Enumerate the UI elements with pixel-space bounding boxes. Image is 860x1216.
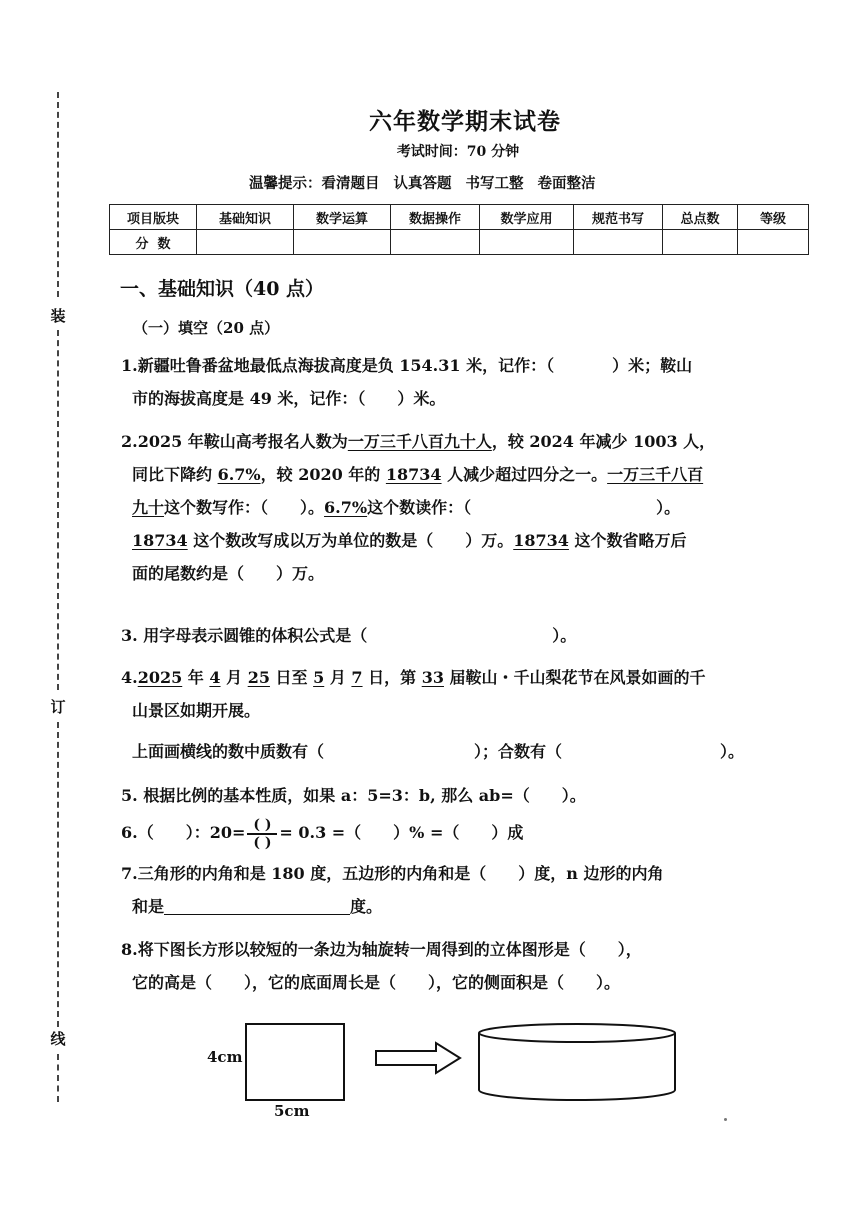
question-line: 7.三角形的内角和是 180 度，五边形的内角和是（ ）度，n 边形的内角 bbox=[121, 864, 664, 883]
question-line: 山景区如期开展。 bbox=[132, 701, 261, 720]
tip-item: 看清题目 bbox=[321, 175, 380, 192]
question-line bbox=[121, 816, 801, 850]
underlined-number: 18734 bbox=[513, 531, 569, 550]
question-3 bbox=[121, 619, 801, 652]
score-table-row bbox=[110, 230, 809, 255]
question-1 bbox=[121, 349, 801, 415]
question-4 bbox=[121, 661, 801, 768]
q4-text: 届鞍山・千山梨花节在风景如画的千 bbox=[443, 668, 706, 687]
q2-text: ，较 2024 年减少 1003 人， bbox=[491, 432, 716, 451]
question-line bbox=[121, 890, 801, 923]
question-6 bbox=[121, 816, 801, 850]
fraction-denominator[interactable]: ( ) bbox=[253, 834, 272, 851]
question-line: 它的高是（ ），它的底面周长是（ ），它的侧面积是（ ）。 bbox=[132, 973, 621, 992]
underlined-number: 4 bbox=[209, 668, 221, 687]
q7-text: 度。 bbox=[350, 897, 383, 916]
underlined-number: 6.7% bbox=[217, 465, 261, 484]
table-header-cell: 基础知识 bbox=[197, 205, 294, 230]
underlined-number: 2025 bbox=[137, 668, 183, 687]
q2-text: 这个数改写成以万为单位的数是（ ）万。 bbox=[187, 531, 514, 550]
q2-text: 2.2025 年鞍山高考报名人数为 bbox=[121, 432, 348, 451]
score-cell[interactable] bbox=[391, 230, 480, 255]
q4-text: ）；合数有（ bbox=[474, 742, 563, 761]
table-header-cell: 项目版块 bbox=[110, 205, 197, 230]
q2-text: ）。 bbox=[656, 498, 681, 517]
q3-text: 3. 用字母表示圆锥的体积公式是（ bbox=[121, 626, 368, 645]
tip-item: 认真答题 bbox=[393, 175, 452, 192]
q4-text: 日，第 bbox=[362, 668, 422, 687]
score-cell[interactable] bbox=[574, 230, 663, 255]
underlined-number: 一万三千八百九十人 bbox=[347, 432, 492, 451]
q2-text: ，较 2020 年的 bbox=[260, 465, 386, 484]
q4-text: 4. bbox=[121, 668, 138, 687]
binding-char-xian: 线 bbox=[50, 1030, 66, 1048]
table-header-cell: 规范书写 bbox=[574, 205, 663, 230]
underlined-number: 6.7% bbox=[324, 498, 368, 517]
underlined-number: 5 bbox=[313, 668, 325, 687]
tip-item: 书写工整 bbox=[465, 175, 524, 192]
q2-text: 人减少超过四分之一。 bbox=[441, 465, 608, 484]
score-cell[interactable] bbox=[738, 230, 809, 255]
underlined-number: 33 bbox=[421, 668, 444, 687]
q1-text: ）米；鞍山 bbox=[612, 356, 693, 375]
q4-text: 上面画横线的数中质数有（ bbox=[132, 742, 325, 761]
cylinder-icon bbox=[474, 1020, 680, 1104]
height-label: 4cm bbox=[207, 1048, 243, 1066]
page-title: 六年数学期末试卷 bbox=[369, 108, 561, 135]
binding-dash bbox=[57, 330, 59, 690]
section-title: 一、基础知识（40 点） bbox=[120, 278, 325, 300]
subsection-title: （一）填空（20 点） bbox=[133, 319, 280, 337]
scan-speck bbox=[724, 1118, 727, 1121]
q4-text: 日至 bbox=[269, 668, 314, 687]
question-line bbox=[121, 425, 801, 458]
table-row-label: 分 数 bbox=[110, 230, 197, 255]
tips-label: 温馨提示： bbox=[249, 175, 322, 192]
underlined-number: 25 bbox=[247, 668, 270, 687]
binding-line bbox=[50, 92, 66, 1102]
table-header-cell: 总点数 bbox=[663, 205, 738, 230]
binding-char-zhuang: 装 bbox=[50, 307, 66, 325]
score-cell[interactable] bbox=[294, 230, 391, 255]
q4-text: 月 bbox=[220, 668, 248, 687]
score-cell[interactable] bbox=[480, 230, 574, 255]
arrow-right-icon bbox=[374, 1040, 464, 1076]
tip-item: 卷面整洁 bbox=[537, 175, 596, 192]
width-label: 5cm bbox=[274, 1102, 310, 1120]
rotation-figure bbox=[0, 1010, 860, 1130]
underlined-number: 7 bbox=[351, 668, 363, 687]
question-8 bbox=[121, 933, 801, 999]
binding-char-ding: 订 bbox=[50, 698, 66, 716]
q2-text: 这个数读作：（ bbox=[367, 498, 472, 517]
question-line bbox=[121, 619, 801, 652]
question-5 bbox=[121, 779, 801, 812]
question-line: 面的尾数约是（ ）万。 bbox=[132, 564, 325, 583]
question-line bbox=[121, 349, 801, 382]
table-header-cell: 数学运算 bbox=[294, 205, 391, 230]
q1-text: 1.新疆吐鲁番盆地最低点海拔高度是负 154.31 米，记作：（ bbox=[121, 356, 555, 375]
fraction bbox=[247, 818, 277, 850]
question-line: 8.将下图长方形以较短的一条边为轴旋转一周得到的立体图形是（ ）， bbox=[121, 940, 642, 959]
q7-text: 和是 bbox=[132, 897, 165, 916]
question-7 bbox=[121, 857, 801, 923]
table-header-cell: 数学应用 bbox=[480, 205, 574, 230]
question-line bbox=[121, 661, 801, 694]
underlined-number: 一万三千八百 bbox=[607, 465, 704, 484]
question-2 bbox=[121, 425, 801, 590]
q3-text: ）。 bbox=[552, 626, 577, 645]
tips-line bbox=[249, 172, 596, 193]
q4-text: ）。 bbox=[720, 742, 745, 761]
q2-text: 这个数写作：（ ）。 bbox=[164, 498, 325, 517]
underlined-number: 九十 bbox=[132, 498, 165, 517]
question-line bbox=[121, 735, 801, 768]
score-cell[interactable] bbox=[197, 230, 294, 255]
q2-text: 这个数省略万后 bbox=[568, 531, 687, 550]
underlined-number: 18734 bbox=[132, 531, 188, 550]
table-header-cell: 数据操作 bbox=[391, 205, 480, 230]
question-line: 市的海拔高度是 49 米，记作：（ ）米。 bbox=[132, 389, 446, 408]
q6-text: = 0.3 =（ ）% =（ ）成 bbox=[279, 823, 524, 842]
q4-text: 月 bbox=[324, 668, 352, 687]
binding-dash bbox=[57, 722, 59, 1027]
q2-text: 同比下降约 bbox=[132, 465, 218, 484]
fraction-numerator[interactable]: ( ) bbox=[253, 816, 272, 833]
question-line bbox=[121, 458, 801, 491]
score-table-header-row bbox=[110, 205, 809, 230]
score-cell[interactable] bbox=[663, 230, 738, 255]
q6-text: 6.（ ）：20= bbox=[121, 823, 246, 842]
rectangle-shape bbox=[245, 1023, 345, 1101]
exam-time: 考试时间：70 分钟 bbox=[396, 144, 520, 160]
question-line bbox=[121, 491, 801, 524]
table-header-cell: 等级 bbox=[738, 205, 809, 230]
question-line bbox=[121, 524, 801, 557]
answer-blank[interactable] bbox=[164, 896, 350, 915]
question-line: 5. 根据比例的基本性质，如果 a：5=3：b, 那么 ab=（ ）。 bbox=[121, 786, 586, 805]
score-table bbox=[109, 204, 809, 255]
q4-text: 年 bbox=[182, 668, 210, 687]
underlined-number: 18734 bbox=[385, 465, 442, 484]
